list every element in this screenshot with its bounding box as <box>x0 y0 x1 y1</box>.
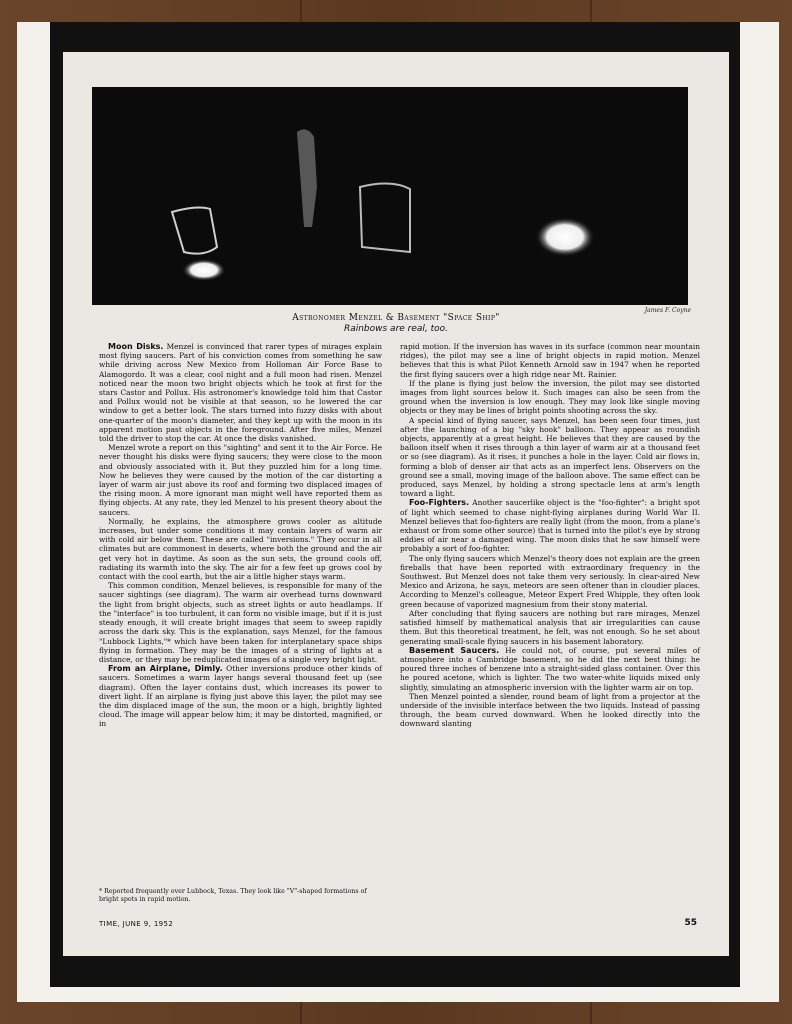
paragraph <box>99 664 382 728</box>
paragraph <box>400 416 700 499</box>
paragraph-text: He could not, of course, put several miles of atmosphere into a Cambridge basement, so he did the next best thing: he poured three inches of benzene into a straight-sided glass container. Over this he poured acetone, which is lighter. The two water-white liquids mixed only slightly, simulating an atmospheric inversion with the lighter warm air on top. <box>400 645 700 692</box>
photo-credit: James F. Coyne <box>644 307 691 314</box>
caption-title: Astronomer Menzel & Basement "Space Ship" <box>292 313 500 323</box>
page-number: 55 <box>684 918 697 928</box>
caption-subtitle: Rainbows are real, too. <box>343 324 449 334</box>
magazine-page <box>63 52 729 956</box>
photo-illustration <box>92 87 688 305</box>
photo-caption <box>63 313 729 334</box>
paragraph <box>400 692 700 729</box>
article-photo <box>92 87 688 305</box>
paragraph <box>400 554 700 609</box>
section-head: Foo-Fighters. <box>409 498 470 508</box>
paragraph-text: rapid motion. If the inversion has waves in its surface (common near mountain ridges), the pilot may see a line of bright objects in rapid motion. Menzel believes that this is what Pilot Kenneth Arnold saw in 1947 when he reported the first flying saucers over a high ridge near Mt. Rainier. <box>400 342 700 379</box>
footnote: * Reported frequently over Lubbock, Texas. They look like "V"-shaped formations of bright spots in rapid motion. <box>99 888 367 903</box>
paragraph <box>400 498 700 553</box>
paragraph-text: Other inversions produce other kinds of saucers. Sometimes a warm layer hangs several thousand feet up (see diagram). Often the layer contains dust, which increases its power to divert light. If an airplane is flying just above this layer, the pilot may see the dim displaced image of the sun, the moon or a high, brightly lighted cloud. The image will appear below him; it may be distorted, magnified, or in <box>99 664 382 729</box>
paragraph-text: A special kind of flying saucer, says Menzel, has been seen four times, just after the launching of a big "sky hook" balloon. They appear as roundish objects, apparently at a great height. He believes that they are caused by the balloon itself when it rises through a thin layer of warm air at a thousand feet or so (see diagram). As it rises, it punches a hole in the layer. Cold air flows in, forming a blob of denser air that acts as an imperfect lens. Observers on the ground see a small, moving image of the balloon above. The same effect can be produced, says Menzel, by holding a strong spectacle lens at arm's length toward a light. <box>400 415 700 499</box>
paragraph <box>99 443 382 517</box>
projector-outline <box>360 183 410 252</box>
left-column <box>99 342 382 729</box>
paragraph-text: Menzel wrote a report on this "sighting" and sent it to the Air Force. He never thought his disks were flying saucers; they were close to the moon and obviously associated with it. But they puzzled him for a long time. Now he believes they were caused by the motion of the car distorting a layer of warm air just above its roof and forming two displaced images of the rising moon. A more ignorant man might well have reported them as flying objects. At any rate, they led Menzel to his present theory about the saucers. <box>99 443 382 517</box>
paragraph-text: Another saucerlike object is the "foo-fighter": a bright spot of light which seemed to chase night-flying airplanes during World War II. Menzel believes that foo-fighters are really light (from the moon, from a plane's exhaust or from some other source) that is turned into the pilot's eye by strong eddies of air near a damaged wing. The moon disks that he saw himself were probably a sort of foo-fighter. <box>400 498 700 554</box>
right-column <box>400 342 700 729</box>
section-head: Basement Saucers. <box>409 645 500 655</box>
paragraph-text: The only flying saucers which Menzel's theory does not explain are the green fireballs that have been reported with extraordinary frequency in the Southwest. But Menzel does not take them very seriously. In clear-aired New Mexico and Arizona, he says, meteors are seen oftener than in cloudier places. According to Menzel's colleague, Meteor Expert Fred Whipple, they often look green because of vaporized magnesium from their stony material. <box>400 553 700 609</box>
saucer-light-spot <box>535 217 595 257</box>
issue-date: TIME, JUNE 9, 1952 <box>99 920 174 928</box>
section-head: From an Airplane, Dimly. <box>108 664 223 674</box>
glass-container <box>172 208 217 254</box>
paragraph <box>99 342 382 443</box>
paragraph <box>400 342 700 379</box>
menzel-figure <box>297 129 317 227</box>
paragraph-text: After concluding that flying saucers are nothing but rare mirages, Menzel satisfied himself by mathematical analysis that air irregularities can cause them. But this theoretical treatment, he felt, was not enough. So he set about generating small-scale flying saucers in his basement laboratory. <box>400 608 700 646</box>
paragraph-text: If the plane is flying just below the inversion, the pilot may see distorted images from light sources below it. Such images can also be seen from the ground when the inversion is low enough. They may look like single moving objects or they may be lines of bright points shooting across the sky. <box>400 378 700 416</box>
glowing-glass-base <box>182 259 226 281</box>
paragraph-text: This common condition, Menzel believes, is responsible for many of the saucer sightings (see diagram). The warm air overhead turns downward the light from bright objects, such as street lights or auto headlamps. If the "interface" is too turbulent, it can form no visible image, but if it is just steady enough, it will create bright images that seem to sweep rapidly across the dark sky. This is the explanation, says Menzel, for the famous "Lubbock Lights,"* which have been taken for interplanetary space ships flying in formation. They may be the images of a string of lights at a distance, or they may be reduplicated images of a single very bright light. <box>99 581 382 664</box>
paragraph <box>400 379 700 416</box>
paragraph <box>400 646 700 692</box>
paragraph-text: Menzel is convinced that rarer types of mirages explain most flying saucers. Part of his conviction comes from something he saw while driving across New Mexico from Holloman Air Force Base to Alamogordo. It was a clear, cool night and a full moon had risen. Menzel noticed near the moon two bright objects which he took at first for the stars Castor and Pollux. His astronomer's knowledge told him that Castor and Pollux would not be visible at that season, so he lowered the car window to get a better look. The stars turned into fuzzy disks with about one-quarter of the moon's diameter, and they kept up with the moon in its apparent motion past objects in the foreground. After five miles, Menzel told the driver to stop the car. At once the disks vanished. <box>99 342 382 444</box>
section-head: Moon Disks. <box>108 342 164 351</box>
paragraph <box>99 581 382 664</box>
paragraph <box>400 609 700 646</box>
paragraph-text: Normally, he explains, the atmosphere grows cooler as altitude increases, but under some conditions it may contain layers of warm air with cold air below them. These are called "inversions." They occur in all climates but are commonest in deserts, where both the ground and the air get very hot in daytime. As soon as the sun sets, the ground cools off, radiating its warmth into the sky. The air for a few feet up grows cool by contact with the cool earth, but the air a little higher stays warm. <box>99 516 382 582</box>
paragraph <box>99 517 382 581</box>
paragraph-text: Then Menzel pointed a slender, round beam of light from a projector at the underside of the invisible interface between the two liquids. Instead of passing through, the beam curved downward. When he looked directly into the downward slanting <box>400 691 700 729</box>
